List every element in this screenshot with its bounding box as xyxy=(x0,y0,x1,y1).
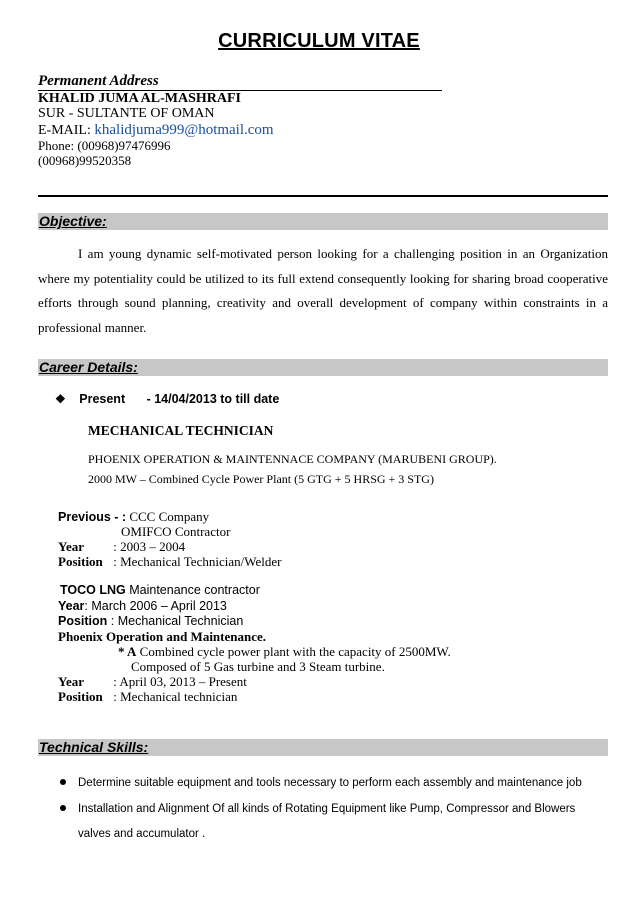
phoenix-heading: Phoenix Operation and Maintenance. xyxy=(58,629,267,644)
phoenix-year-label: Year xyxy=(58,674,84,689)
toco-name: TOCO LNG xyxy=(60,583,126,597)
phone-primary: (00968)97476996 xyxy=(77,138,171,153)
phoenix-position: : Mechanical technician xyxy=(113,689,238,704)
previous-year: : 2003 – 2004 xyxy=(113,539,186,554)
email-row xyxy=(38,122,274,139)
email-link[interactable]: khalidjuma999@hotmail.com xyxy=(94,122,274,138)
skill-item xyxy=(60,803,575,815)
phoenix-position-label: Position xyxy=(58,689,103,704)
present-dates: - 14/04/2013 to till date xyxy=(146,392,280,406)
previous-position-row xyxy=(58,554,281,569)
previous-year-label: Year xyxy=(58,539,84,554)
phoenix-year-row xyxy=(58,674,247,689)
objective-text: I am young dynamic self-motivated person looking for a challenging position in an Organization where my potentiality could be utilized to its full extend consequently looking for sharing broad cooperative efforts through sound planning, creativity and overall development of company within constraints in a professional manner. xyxy=(38,246,608,335)
toco-position: : Mechanical Technician xyxy=(110,614,244,628)
phoenix-desc-row xyxy=(118,644,451,659)
previous-year-row xyxy=(58,539,185,554)
skill-item-text: Determine suitable equipment and tools necessary to perform each assembly and maintenance job xyxy=(78,777,582,789)
skills-heading: Technical Skills: xyxy=(38,739,608,756)
phoenix-desc-1: Combined cycle power plant with the capacity of 2500MW. xyxy=(139,644,451,659)
toco-position-row xyxy=(58,614,243,628)
bullet-dot-icon xyxy=(60,805,66,811)
address-heading: Permanent Address xyxy=(38,73,442,91)
header-divider xyxy=(38,195,608,197)
toco-position-label: Position xyxy=(58,614,108,628)
candidate-name: KHALID JUMA AL-MASHRAFI xyxy=(38,91,242,106)
present-job-row xyxy=(55,392,279,406)
toco-role: Maintenance contractor xyxy=(129,583,260,597)
phoenix-desc-2: Composed of 5 Gas turbine and 3 Steam turbine. xyxy=(131,659,385,674)
previous-row xyxy=(58,509,209,525)
toco-year: : March 2006 – April 2013 xyxy=(84,599,227,613)
candidate-location: SUR - SULTANTE OF OMAN xyxy=(38,106,215,121)
document-title: CURRICULUM VITAE xyxy=(218,30,420,52)
phoenix-position-row xyxy=(58,689,237,704)
diamond-bullet-icon: ❖ xyxy=(55,392,66,406)
phone-secondary: (00968)99520358 xyxy=(38,153,132,168)
previous-position: : Mechanical Technician/Welder xyxy=(113,554,282,569)
skill-item-continuation: valves and accumulator . xyxy=(78,828,206,840)
present-company: PHOENIX OPERATION & MAINTENNACE COMPANY (MARUBENI GROUP). xyxy=(88,452,497,466)
previous-contractor: OMIFCO Contractor xyxy=(121,524,231,539)
skill-item-text: Installation and Alignment Of all kinds of Rotating Equipment like Pump, Compressor and Blowers xyxy=(78,803,576,815)
toco-row xyxy=(60,583,260,597)
phoenix-year: : April 03, 2013 – Present xyxy=(113,674,247,689)
present-plant: 2000 MW – Combined Cycle Power Plant (5 GTG + 5 HRSG + 3 STG) xyxy=(88,472,434,486)
objective-heading: Objective: xyxy=(38,213,608,230)
present-job-title: MECHANICAL TECHNICIAN xyxy=(88,423,274,438)
previous-company: CCC Company xyxy=(129,509,210,524)
career-heading: Career Details: xyxy=(38,359,608,376)
skill-item xyxy=(60,777,582,789)
toco-year-label: Year xyxy=(58,599,85,613)
phoenix-star: * A xyxy=(118,644,137,659)
phone-label: Phone: xyxy=(38,138,75,153)
bullet-dot-icon xyxy=(60,779,66,785)
previous-position-label: Position xyxy=(58,554,103,569)
phone-row xyxy=(38,138,171,154)
previous-label: Previous - : xyxy=(58,510,127,524)
email-label: E-MAIL: xyxy=(38,123,91,138)
toco-year-row xyxy=(58,599,227,613)
present-label: Present xyxy=(79,392,126,406)
